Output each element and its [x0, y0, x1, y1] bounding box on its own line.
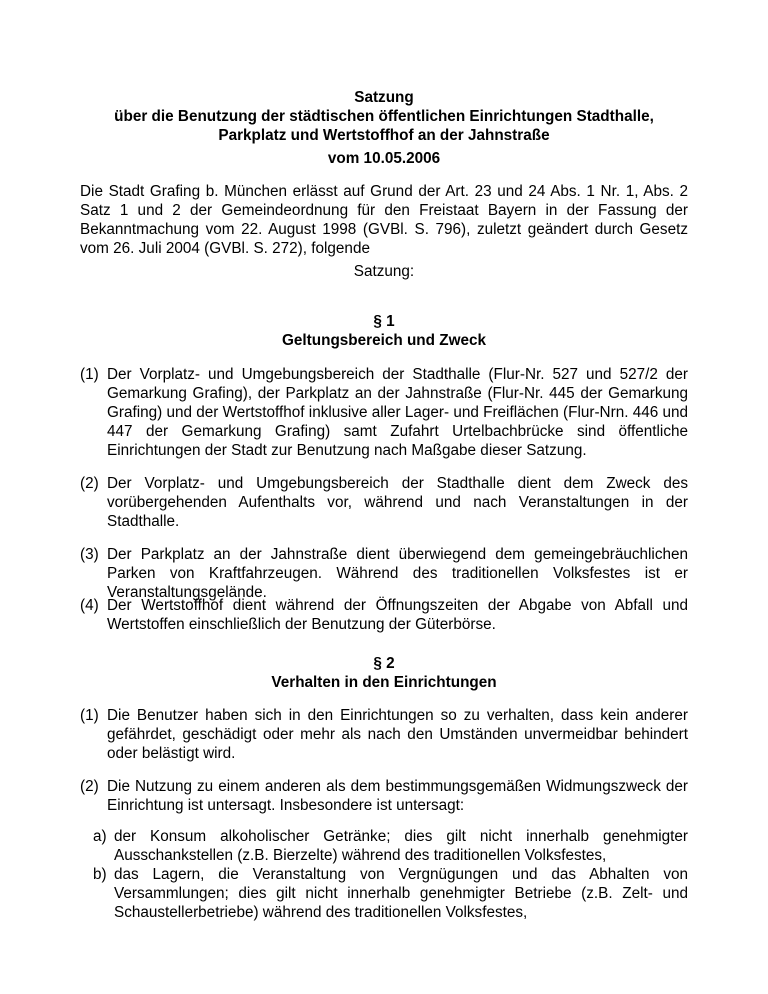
list-item-text: der Konsum alkoholischer Getränke; dies gilt nicht innerhalb genehmigter Ausschankstellen (z.B. Bierzelte) während des traditionellen Volksfestes, [114, 828, 688, 864]
paragraph-number: (1) [80, 707, 99, 724]
section-1-paragraph-3 [80, 545, 688, 602]
paragraph-text: Die Benutzer haben sich in den Einrichtungen so zu verhalten, dass kein anderer gefährdet, geschädigt oder mehr als nach den Umständen unvermeidbar behindert oder belästigt wird. [107, 707, 688, 762]
section-1-paragraph-1 [80, 365, 688, 460]
title-line-1: Satzung [354, 89, 414, 106]
list-item-text: das Lagern, die Veranstaltung von Vergnügungen und das Abhalten von Versammlungen; dies gilt nicht innerhalb genehmigter Betriebe (z.B. Zelt- und Schaustellerbetriebe) während des traditionellen Volksfestes, [114, 866, 688, 921]
section-1-paragraph-4 [80, 596, 688, 634]
satzung-label: Satzung: [353, 263, 415, 280]
section-2-paragraph-1 [80, 706, 688, 763]
paragraph-text: Der Wertstoffhof dient während der Öffnungszeiten der Abgabe von Abfall und Wertstoffen einschließlich der Benutzung der Güterbörse. [107, 597, 688, 633]
section-1-number: § 1 [373, 313, 395, 330]
section-2-heading [80, 654, 688, 692]
title-line-2: über die Benutzung der städtischen öffentlichen Einrichtungen Stadthalle, [114, 108, 654, 125]
list-letter: b) [93, 866, 107, 883]
list-item-a [93, 827, 688, 865]
section-2-paragraph-2 [80, 777, 688, 815]
document-date: vom 10.05.2006 [327, 150, 441, 167]
paragraph-text: Der Vorplatz- und Umgebungsbereich der Stadthalle (Flur-Nr. 527 und 527/2 der Gemarkung Grafing), der Parkplatz an der Jahnstraße (Flur-Nr. 445 der Gemarkung Grafing) und der Wertstoffhof inklusive aller Lager- und Freiflächen (Flur-Nrn. 446 und 447 der Gemarkung Grafing) samt Zufahrt Urtelbachbrücke sind öffentliche Einrichtungen der Stadt zur Benutzung nach Maßgabe dieser Satzung. [107, 366, 688, 459]
intro-paragraph: Die Stadt Grafing b. München erlässt auf Grund der Art. 23 und 24 Abs. 1 Nr. 1, Abs. 2 Satz 1 und 2 der Gemeindeordnung für den Freistaat Bayern in der Fassung der Bekanntmachung vom 22. August 1998 (GVBl. S. 796), zuletzt geändert durch Gesetz vom 26. Juli 2004 (GVBl. S. 272), folgende [80, 183, 688, 257]
paragraph-number: (2) [80, 778, 99, 795]
document-title [80, 88, 688, 145]
section-1-title: Geltungsbereich und Zweck [282, 332, 486, 349]
section-1-paragraph-2 [80, 474, 688, 531]
paragraph-number: (1) [80, 366, 99, 383]
paragraph-text: Die Nutzung zu einem anderen als dem bestimmungsgemäßen Widmungszweck der Einrichtung ist untersagt. Insbesondere ist untersagt: [107, 778, 688, 814]
list-letter: a) [93, 828, 107, 845]
section-2-title: Verhalten in den Einrichtungen [271, 674, 497, 691]
paragraph-number: (4) [80, 597, 99, 614]
list-item-b [93, 865, 688, 922]
section-1-heading [80, 312, 688, 350]
paragraph-number: (3) [80, 546, 99, 563]
title-line-3: Parkplatz und Wertstoffhof an der Jahnstraße [218, 127, 550, 144]
section-2-number: § 2 [373, 655, 395, 672]
paragraph-text: Der Parkplatz an der Jahnstraße dient überwiegend dem gemeingebräuchlichen Parken von Kraftfahrzeugen. Während des traditionellen Volksfestes ist er Veranstaltungsgelände. [107, 546, 688, 601]
paragraph-text: Der Vorplatz- und Umgebungsbereich der Stadthalle dient dem Zweck des vorübergehenden Aufenthalts vor, während und nach Veranstaltungen in der Stadthalle. [107, 475, 688, 530]
paragraph-number: (2) [80, 475, 99, 492]
